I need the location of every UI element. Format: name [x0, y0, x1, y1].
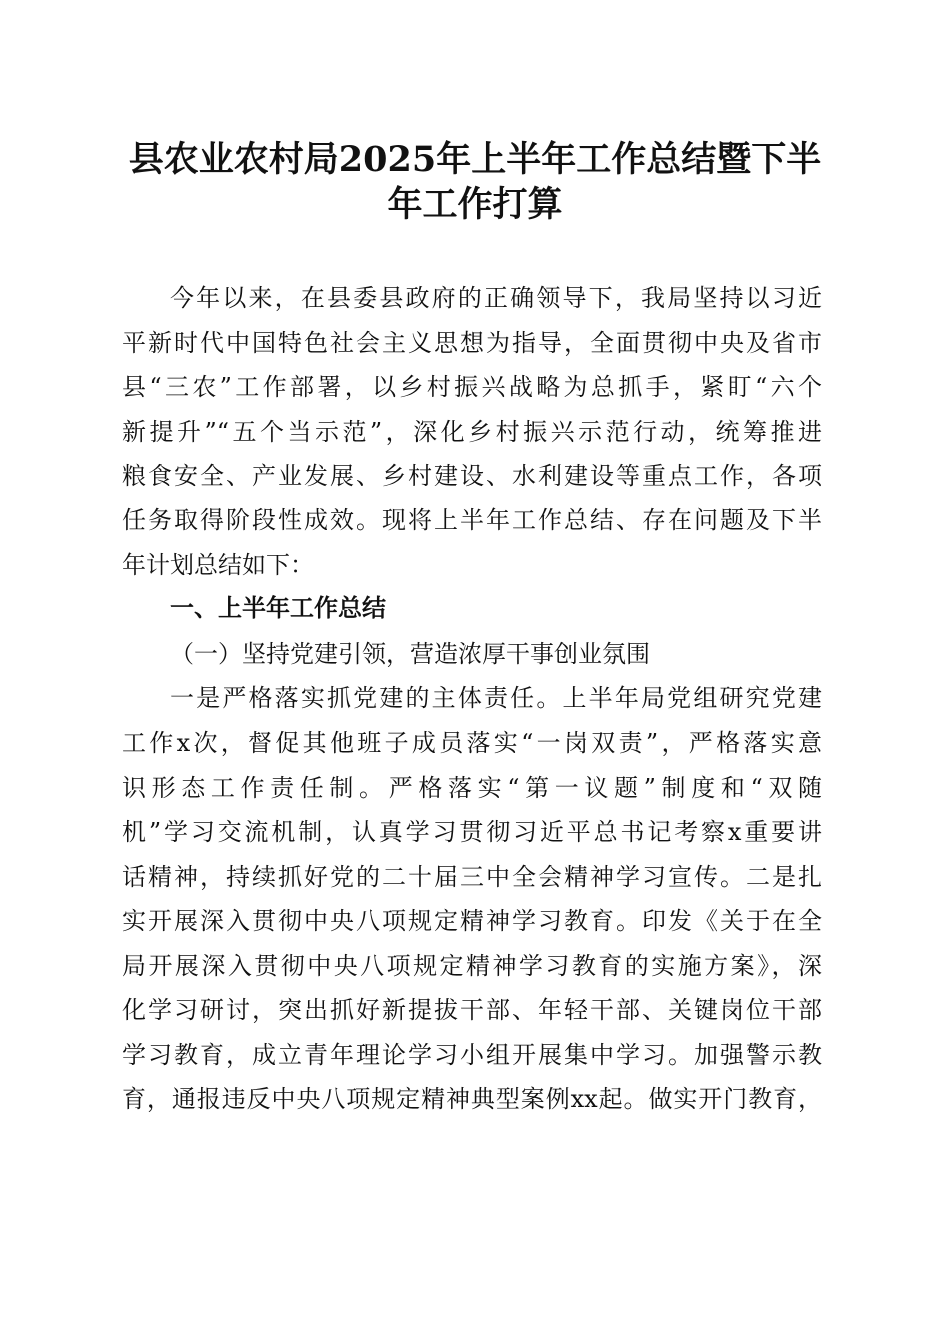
text-line: 年计划总结如下： [122, 551, 314, 579]
text-line: 化学习研讨，突出抓好新提拔干部、年轻干部、关键岗位干部 [122, 996, 822, 1024]
text-line: 学习教育，成立青年理论学习小组开展集中学习。加强警示教 [122, 1041, 822, 1069]
text-line: 任务取得阶段性成效。现将上半年工作总结、存在问题及下半 [122, 506, 822, 534]
text-line: 粮食安全、产业发展、乡村建设、水利建设等重点工作，各项 [122, 462, 822, 490]
text-line: 实开展深入贯彻中央八项规定精神学习教育。印发《关于在全 [122, 907, 822, 935]
text-line: 话精神，持续抓好党的二十届三中全会精神学习宣传。二是扎 [122, 863, 822, 891]
title-line: 年工作打算 [387, 184, 563, 225]
subsection-heading: （一）坚持党建引领，营造浓厚干事创业氛围 [170, 640, 650, 668]
text-line: 机”学习交流机制，认真学习贯彻习近平总书记考察x重要讲 [122, 818, 822, 846]
text-line: 工作x次，督促其他班子成员落实“一岗双责”，严格落实意 [122, 729, 822, 757]
text-line: 平新时代中国特色社会主义思想为指导，全面贯彻中央及省市 [122, 329, 822, 357]
title-line: 县农业农村局2025年上半年工作总结暨下半 [128, 139, 822, 180]
text-line: 今年以来，在县委县政府的正确领导下，我局坚持以习近 [170, 284, 822, 312]
text-line: 育，通报违反中央八项规定精神典型案例xx起。做实开门教育， [122, 1085, 822, 1113]
text-line: 局开展深入贯彻中央八项规定精神学习教育的实施方案》，深 [122, 952, 822, 980]
section-heading: 一、上半年工作总结 [170, 593, 386, 622]
text-line: 一是严格落实抓党建的主体责任。上半年局党组研究党建 [170, 684, 822, 712]
text-line: 识形态工作责任制。严格落实“第一议题”制度和“双随 [122, 774, 822, 802]
text-line: 县“三农”工作部署，以乡村振兴战略为总抓手，紧盯“六个 [122, 373, 822, 401]
text-line: 新提升”“五个当示范”，深化乡村振兴示范行动，统筹推进 [122, 418, 822, 446]
